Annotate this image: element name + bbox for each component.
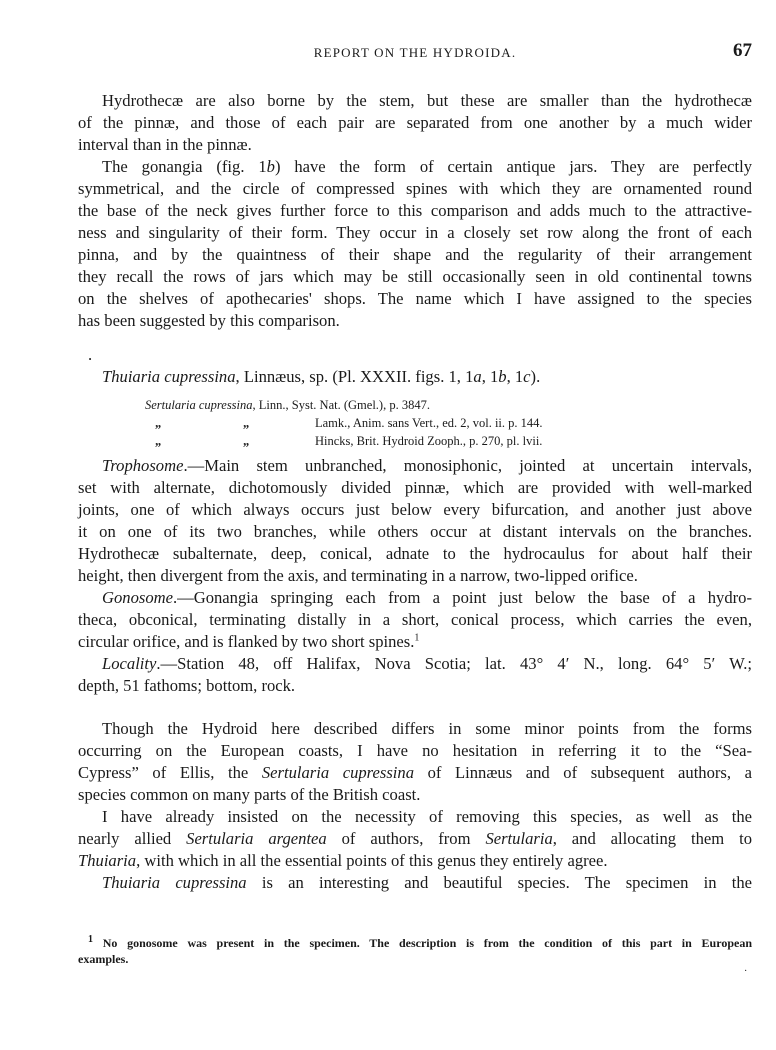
text-line <box>78 762 752 784</box>
synonym-reference: , Linn., Syst. Nat. (Gmel.), p. 3847. <box>252 398 430 412</box>
text-line <box>78 156 752 178</box>
text-line <box>78 112 752 134</box>
text-run: they recall the rows of jars which may be still occasionally seen in old continental towns <box>78 267 752 286</box>
page-header <box>78 40 752 62</box>
paragraph-dot <box>78 344 752 366</box>
text-line <box>78 134 752 156</box>
text-line <box>78 222 752 244</box>
text-line <box>78 828 752 850</box>
text-line <box>78 244 752 266</box>
text-run: I have already insisted on the necessity of removing this species, as well as the <box>102 807 752 826</box>
paragraph-gono <box>78 587 752 653</box>
paragraph-p2 <box>78 156 752 332</box>
text-run: No gonosome was present in the specimen. The description is from the condition of this part in European <box>93 936 752 950</box>
paragraph-tro <box>78 455 752 587</box>
text-run: set with alternate, dichotomously divided pinnæ, which are provided with well-marked <box>78 478 752 497</box>
text-run: .—Station 48, off Halifax, Nova Scotia; lat. 43° 4′ N., long. 64° 5′ W.; <box>156 654 752 673</box>
text-line <box>78 653 752 675</box>
italic-text: Sertularia argentea <box>186 829 327 848</box>
text-run: examples. <box>78 952 129 966</box>
text-line <box>78 521 752 543</box>
text-run: the base of the neck gives further force to this comparison and adds much to the attractive- <box>78 201 752 220</box>
text-run: Hydrothecæ subalternate, deep, conical, adnate to the hydrocaulus for about half their <box>78 544 752 563</box>
running-title: REPORT ON THE HYDROIDA. <box>313 45 517 60</box>
italic-text: Sertularia cupressina <box>261 763 415 782</box>
text-run: pinna, and by the quaintness of their shape and the regularity of their arrangement <box>78 245 752 264</box>
paragraph-title <box>78 366 752 388</box>
text-run: joints, one of which always occurs just below every bifurcation, and another just above <box>78 500 752 519</box>
text-run: interval than in the pinnæ. <box>78 135 252 154</box>
synonym-entry <box>145 396 752 414</box>
text-line <box>78 455 752 477</box>
page-number: 67 <box>733 40 752 61</box>
text-line <box>78 200 752 222</box>
synonym-name: Sertularia cupressina <box>145 398 253 412</box>
italic-text: Locality <box>102 654 157 673</box>
text-run: circular orifice, and is flanked by two short spines. <box>78 632 415 651</box>
text-line <box>78 477 752 499</box>
text-run: symmetrical, and the circle of compressed spines with which they are ornamented round <box>78 179 752 198</box>
text-run: of authors, from <box>326 829 486 848</box>
synonymy-list <box>145 396 752 450</box>
text-run: ) have the form of certain antique jars. They are perfectly <box>274 157 752 176</box>
text-before-synonyms <box>78 90 752 388</box>
text-run: occurring on the European coasts, I have no hesitation in referring it to the “Sea- <box>78 741 752 760</box>
text-line <box>78 784 752 806</box>
text-run: .—Gonangia springing each from a point just below the base of a hydro- <box>172 588 752 607</box>
italic-text: c <box>523 367 531 386</box>
synonym-reference: Lamk., Anim. sans Vert., ed. 2, vol. ii. p. 144. <box>315 416 543 430</box>
paragraph-though <box>78 718 752 806</box>
text-run: on the shelves of apothecaries' shops. The name which I have assigned to the species <box>78 289 752 308</box>
text-run: height, then divergent from the axis, and terminating in a narrow, two-lipped orifice. <box>78 566 638 585</box>
text-line <box>78 90 752 112</box>
text-run: , 1 <box>481 367 499 386</box>
italic-text: Thuiaria cupressina <box>102 367 236 386</box>
italic-text: Trophosome <box>102 456 184 475</box>
text-run: , Linnæus, sp. (Pl. XXXII. figs. 1, 1 <box>235 367 474 386</box>
text-line <box>78 935 752 951</box>
footnote-marker: 1 <box>88 934 93 945</box>
text-run: Cypress” of Ellis, the <box>78 763 262 782</box>
ditto-mark: „ <box>155 434 162 448</box>
text-run: , 1 <box>506 367 524 386</box>
italic-text: Gonosome <box>102 588 173 607</box>
text-line <box>78 740 752 762</box>
footnote-marker: 1 <box>414 632 420 644</box>
text-line <box>78 951 752 967</box>
paragraph-insist <box>78 806 752 872</box>
text-line <box>78 850 752 872</box>
text-after-synonyms <box>78 455 752 894</box>
text-run: species common on many parts of the British coast. <box>78 785 421 804</box>
text-line <box>78 806 752 828</box>
scan-speck: · <box>744 966 748 977</box>
text-run: ness and singularity of their form. They occur in a closely set row along the front of each <box>78 223 752 242</box>
text-run: nearly allied <box>78 829 187 848</box>
italic-text: Thuiaria <box>78 851 137 870</box>
text-line <box>78 631 752 653</box>
italic-text: b <box>498 367 507 386</box>
text-run: theca, obconical, terminating distally in a short, conical process, which carries the even, <box>78 610 752 629</box>
text-run: , and allocating them to <box>552 829 752 848</box>
ditto-mark: „ <box>155 416 162 430</box>
paragraph-loc <box>78 653 752 697</box>
italic-text: b <box>266 157 275 176</box>
page-body <box>78 90 752 894</box>
text-line <box>88 344 752 366</box>
text-run: of Linnæus and of subsequent authors, a <box>414 763 752 782</box>
synonym-entry <box>145 414 752 432</box>
text-line <box>78 872 752 894</box>
text-line <box>78 266 752 288</box>
text-line <box>78 675 752 697</box>
text-line <box>78 565 752 587</box>
text-run: , with which in all the essential points of this genus they entirely agree. <box>136 851 608 870</box>
italic-text: a <box>473 367 482 386</box>
synonym-reference: Hincks, Brit. Hydroid Zooph., p. 270, pl. lvii. <box>315 434 543 448</box>
text-line <box>78 499 752 521</box>
italic-text: Sertularia <box>485 829 553 848</box>
text-run: Though the Hydroid here described differs in some minor points from the forms <box>102 719 752 738</box>
text-run: has been suggested by this comparison. <box>78 311 340 330</box>
text-run: ). <box>530 367 541 386</box>
text-line <box>78 366 752 388</box>
ditto-mark: „ <box>243 434 250 448</box>
text-run: . <box>88 345 93 364</box>
footnote <box>78 935 752 967</box>
text-line <box>78 587 752 609</box>
text-line <box>78 609 752 631</box>
text-run: The gonangia (fig. 1 <box>102 157 267 176</box>
text-line <box>78 543 752 565</box>
text-run: depth, 51 fathoms; bottom, rock. <box>78 676 296 695</box>
synonym-entry <box>145 432 752 450</box>
text-run: is an interesting and beautiful species. The specimen in the <box>246 873 752 892</box>
text-line <box>78 178 752 200</box>
text-run: Hydrothecæ are also borne by the stem, but these are smaller than the hydrothecæ <box>102 91 752 110</box>
text-run: of the pinnæ, and those of each pair are separated from one another by a much wider <box>78 113 752 132</box>
text-line <box>78 718 752 740</box>
text-run: .—Main stem unbranched, monosiphonic, jointed at uncertain intervals, <box>183 456 752 475</box>
text-run: it on one of its two branches, while others occur at distant intervals on the branches. <box>78 522 752 541</box>
text-line <box>78 310 752 332</box>
text-line <box>78 288 752 310</box>
ditto-mark: „ <box>243 416 250 430</box>
italic-text: Thuiaria cupressina <box>102 873 247 892</box>
paragraph-p1 <box>78 90 752 156</box>
paragraph-interesting <box>78 872 752 894</box>
